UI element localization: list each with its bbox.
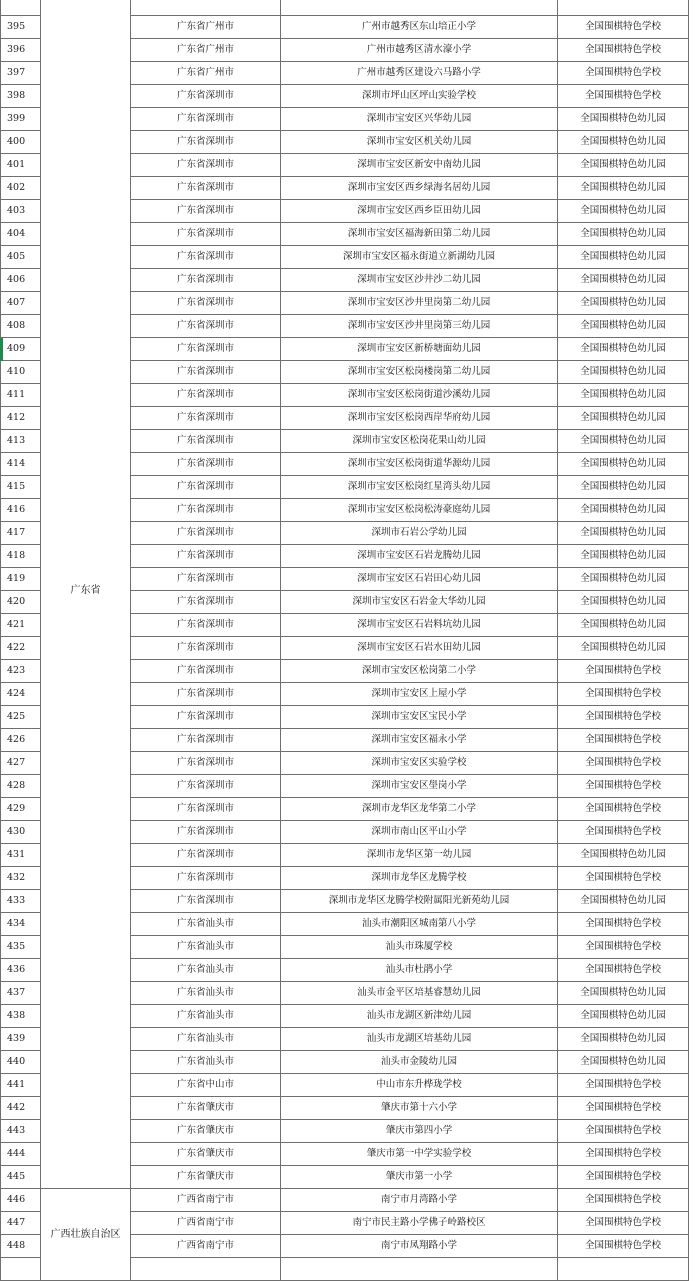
school-type-cell: 全国围棋特色幼儿园 — [558, 844, 689, 867]
school-name-cell: 深圳市宝安区新安中南幼儿园 — [281, 154, 558, 177]
school-type-cell: 全国围棋特色学校 — [558, 1143, 689, 1166]
row-index-cell: 409 — [1, 338, 41, 361]
row-index-cell: 395 — [1, 16, 41, 39]
city-cell: 广东省肇庆市 — [131, 1120, 281, 1143]
city-cell: 广东省深圳市 — [131, 338, 281, 361]
city-cell: 广东省肇庆市 — [131, 1166, 281, 1189]
row-index-cell: 419 — [1, 568, 41, 591]
table-row — [1, 0, 689, 16]
school-type-cell: 全国围棋特色幼儿园 — [558, 131, 689, 154]
school-name-cell: 汕头市金平区培基睿慧幼儿园 — [281, 982, 558, 1005]
city-cell: 广东省深圳市 — [131, 775, 281, 798]
school-name-cell: 汕头市金陵幼儿园 — [281, 1051, 558, 1074]
city-cell: 广东省深圳市 — [131, 637, 281, 660]
school-name-cell: 深圳市宝安区福海新田第二幼儿园 — [281, 223, 558, 246]
school-type-cell: 全国围棋特色幼儿园 — [558, 361, 689, 384]
school-name-cell: 南宁市月湾路小学 — [281, 1189, 558, 1212]
school-type-cell: 全国围棋特色幼儿园 — [558, 338, 689, 361]
school-name-cell: 深圳市南山区平山小学 — [281, 821, 558, 844]
school-name-cell: 深圳市宝安区石岩龙腾幼儿园 — [281, 545, 558, 568]
school-name-cell: 深圳市宝安区松岗红星湾头幼儿园 — [281, 476, 558, 499]
row-index-cell: 400 — [1, 131, 41, 154]
city-cell: 广东省深圳市 — [131, 407, 281, 430]
row-index-cell: 438 — [1, 1005, 41, 1028]
school-name-cell: 汕头市杜鹃小学 — [281, 959, 558, 982]
school-name-cell: 深圳市龙华区龙华第二小学 — [281, 798, 558, 821]
school-name-cell: 深圳市宝安区松岗花果山幼儿园 — [281, 430, 558, 453]
school-type-cell: 全国围棋特色幼儿园 — [558, 269, 689, 292]
row-index-cell: 433 — [1, 890, 41, 913]
school-type-cell: 全国围棋特色学校 — [558, 683, 689, 706]
row-index-cell: 420 — [1, 591, 41, 614]
school-type-cell: 全国围棋特色幼儿园 — [558, 407, 689, 430]
row-index-cell: 412 — [1, 407, 41, 430]
row-index-cell: 447 — [1, 1212, 41, 1235]
city-cell: 广东省深圳市 — [131, 499, 281, 522]
city-cell: 广东省中山市 — [131, 1074, 281, 1097]
school-type-cell: 全国围棋特色学校 — [558, 752, 689, 775]
school-type-cell: 全国围棋特色幼儿园 — [558, 591, 689, 614]
city-cell: 广西省南宁市 — [131, 1212, 281, 1235]
school-type-cell: 全国围棋特色学校 — [558, 775, 689, 798]
school-name-cell: 深圳市宝安区西乡绿海名居幼儿园 — [281, 177, 558, 200]
row-index-cell: 405 — [1, 246, 41, 269]
school-type-cell: 全国围棋特色学校 — [558, 959, 689, 982]
city-cell: 广东省汕头市 — [131, 1005, 281, 1028]
school-type-cell: 全国围棋特色学校 — [558, 913, 689, 936]
city-cell: 广东省深圳市 — [131, 545, 281, 568]
row-index-cell: 448 — [1, 1235, 41, 1258]
row-index-cell: 442 — [1, 1097, 41, 1120]
school-type-cell — [558, 1258, 689, 1281]
school-type-cell: 全国围棋特色幼儿园 — [558, 982, 689, 1005]
city-cell: 广东省深圳市 — [131, 522, 281, 545]
row-index-cell: 440 — [1, 1051, 41, 1074]
school-type-cell: 全国围棋特色幼儿园 — [558, 614, 689, 637]
row-index-cell: 435 — [1, 936, 41, 959]
school-type-cell: 全国围棋特色学校 — [558, 1120, 689, 1143]
school-name-cell: 深圳市宝安区石岩金大华幼儿园 — [281, 591, 558, 614]
row-index-cell: 399 — [1, 108, 41, 131]
school-type-cell: 全国围棋特色学校 — [558, 62, 689, 85]
city-cell: 广东省深圳市 — [131, 108, 281, 131]
row-index-cell: 408 — [1, 315, 41, 338]
row-index-cell: 407 — [1, 292, 41, 315]
school-name-cell: 深圳市宝安区壆岗小学 — [281, 775, 558, 798]
table-row — [1, 1189, 689, 1212]
row-selection-marker — [0, 338, 3, 361]
city-cell: 广东省深圳市 — [131, 867, 281, 890]
city-cell: 广东省汕头市 — [131, 1028, 281, 1051]
school-type-cell: 全国围棋特色幼儿园 — [558, 246, 689, 269]
city-cell: 广东省深圳市 — [131, 614, 281, 637]
school-name-cell: 汕头市龙湖区新津幼儿园 — [281, 1005, 558, 1028]
row-index-cell: 441 — [1, 1074, 41, 1097]
city-cell: 广东省深圳市 — [131, 131, 281, 154]
row-index-cell: 436 — [1, 959, 41, 982]
school-name-cell — [281, 0, 558, 16]
school-type-cell: 全国围棋特色幼儿园 — [558, 1005, 689, 1028]
school-name-cell: 深圳市宝安区石岩水田幼儿园 — [281, 637, 558, 660]
school-type-cell: 全国围棋特色学校 — [558, 1235, 689, 1258]
school-type-cell: 全国围棋特色幼儿园 — [558, 568, 689, 591]
city-cell: 广东省深圳市 — [131, 269, 281, 292]
school-name-cell: 汕头市潮阳区城南第八小学 — [281, 913, 558, 936]
school-name-cell: 广州市越秀区建设六马路小学 — [281, 62, 558, 85]
school-type-cell: 全国围棋特色学校 — [558, 867, 689, 890]
school-name-cell: 肇庆市第四小学 — [281, 1120, 558, 1143]
city-cell: 广东省深圳市 — [131, 384, 281, 407]
school-type-cell: 全国围棋特色学校 — [558, 798, 689, 821]
school-name-cell: 深圳市宝安区西乡臣田幼儿园 — [281, 200, 558, 223]
city-cell: 广东省深圳市 — [131, 890, 281, 913]
school-name-cell: 肇庆市第一小学 — [281, 1166, 558, 1189]
school-name-cell: 汕头市珠厦学校 — [281, 936, 558, 959]
school-type-cell: 全国围棋特色幼儿园 — [558, 890, 689, 913]
row-index-cell: 428 — [1, 775, 41, 798]
school-type-cell: 全国围棋特色幼儿园 — [558, 200, 689, 223]
school-name-cell: 南宁市凤翔路小学 — [281, 1235, 558, 1258]
school-type-cell: 全国围棋特色学校 — [558, 936, 689, 959]
school-name-cell: 深圳市宝安区松岗街道沙溪幼儿园 — [281, 384, 558, 407]
school-type-cell: 全国围棋特色学校 — [558, 1212, 689, 1235]
row-index-cell: 446 — [1, 1189, 41, 1212]
city-cell: 广东省肇庆市 — [131, 1143, 281, 1166]
row-index-cell: 439 — [1, 1028, 41, 1051]
school-type-cell: 全国围棋特色幼儿园 — [558, 522, 689, 545]
city-cell: 广东省深圳市 — [131, 177, 281, 200]
row-index-cell: 434 — [1, 913, 41, 936]
row-index-cell: 402 — [1, 177, 41, 200]
row-index-cell: 430 — [1, 821, 41, 844]
city-cell: 广东省广州市 — [131, 62, 281, 85]
row-index-cell: 429 — [1, 798, 41, 821]
school-type-cell: 全国围棋特色幼儿园 — [558, 1051, 689, 1074]
city-cell: 广东省深圳市 — [131, 729, 281, 752]
school-type-cell: 全国围棋特色幼儿园 — [558, 223, 689, 246]
row-index-cell: 396 — [1, 39, 41, 62]
row-index-cell: 413 — [1, 430, 41, 453]
row-index-cell: 415 — [1, 476, 41, 499]
school-type-cell — [558, 0, 689, 16]
city-cell: 广东省深圳市 — [131, 476, 281, 499]
row-index-cell: 431 — [1, 844, 41, 867]
city-cell: 广东省深圳市 — [131, 453, 281, 476]
city-cell: 广东省深圳市 — [131, 223, 281, 246]
school-type-cell: 全国围棋特色学校 — [558, 1074, 689, 1097]
school-name-cell: 深圳市宝安区福永街道立新湖幼儿园 — [281, 246, 558, 269]
school-name-cell: 深圳市坪山区坪山实验学校 — [281, 85, 558, 108]
city-cell: 广东省深圳市 — [131, 200, 281, 223]
city-cell: 广东省深圳市 — [131, 798, 281, 821]
school-name-cell: 南宁市民主路小学佛子岭路校区 — [281, 1212, 558, 1235]
school-type-cell: 全国围棋特色幼儿园 — [558, 1028, 689, 1051]
row-index-cell — [1, 1258, 41, 1281]
school-name-cell: 深圳市宝安区松岗楼岗第二幼儿园 — [281, 361, 558, 384]
city-cell: 广东省广州市 — [131, 39, 281, 62]
school-type-cell: 全国围棋特色幼儿园 — [558, 384, 689, 407]
school-name-cell: 深圳市宝安区沙井里岗第二幼儿园 — [281, 292, 558, 315]
school-name-cell: 深圳市龙华区第一幼儿园 — [281, 844, 558, 867]
school-name-cell: 深圳市宝安区松岗西岸华府幼儿园 — [281, 407, 558, 430]
school-type-cell: 全国围棋特色幼儿园 — [558, 430, 689, 453]
city-cell: 广东省深圳市 — [131, 315, 281, 338]
school-type-cell: 全国围棋特色幼儿园 — [558, 315, 689, 338]
row-index-cell: 411 — [1, 384, 41, 407]
school-type-cell: 全国围棋特色幼儿园 — [558, 545, 689, 568]
school-type-cell: 全国围棋特色幼儿园 — [558, 177, 689, 200]
school-name-cell: 深圳市宝安区机关幼儿园 — [281, 131, 558, 154]
school-type-cell: 全国围棋特色学校 — [558, 85, 689, 108]
row-index-cell: 414 — [1, 453, 41, 476]
city-cell — [131, 0, 281, 16]
row-index-cell: 403 — [1, 200, 41, 223]
city-cell: 广东省深圳市 — [131, 361, 281, 384]
school-name-cell: 深圳市宝安区新桥塘面幼儿园 — [281, 338, 558, 361]
row-index-cell: 426 — [1, 729, 41, 752]
city-cell: 广东省深圳市 — [131, 591, 281, 614]
school-name-cell: 深圳市龙华区龙腾学校附属阳光新苑幼儿园 — [281, 890, 558, 913]
school-name-cell: 深圳市宝安区石岩料坑幼儿园 — [281, 614, 558, 637]
school-type-cell: 全国围棋特色学校 — [558, 1166, 689, 1189]
row-index-cell: 427 — [1, 752, 41, 775]
row-index-cell: 437 — [1, 982, 41, 1005]
city-cell: 广东省深圳市 — [131, 154, 281, 177]
school-type-cell: 全国围棋特色学校 — [558, 821, 689, 844]
city-cell: 广东省汕头市 — [131, 1051, 281, 1074]
school-name-cell: 肇庆市第一中学实验学校 — [281, 1143, 558, 1166]
school-name-cell: 深圳市宝安区上屋小学 — [281, 683, 558, 706]
province-cell: 广西壮族自治区 — [41, 1189, 131, 1281]
city-cell: 广西省南宁市 — [131, 1235, 281, 1258]
city-cell: 广东省汕头市 — [131, 936, 281, 959]
row-index-cell — [1, 0, 41, 16]
school-name-cell: 深圳市宝安区松岗街道华源幼儿园 — [281, 453, 558, 476]
row-index-cell: 422 — [1, 637, 41, 660]
city-cell: 广东省深圳市 — [131, 292, 281, 315]
row-index-cell: 404 — [1, 223, 41, 246]
school-name-cell: 深圳市石岩公学幼儿园 — [281, 522, 558, 545]
school-name-cell: 广州市越秀区东山培正小学 — [281, 16, 558, 39]
school-name-cell: 深圳市宝安区实验学校 — [281, 752, 558, 775]
school-type-cell: 全国围棋特色幼儿园 — [558, 154, 689, 177]
school-type-cell: 全国围棋特色学校 — [558, 16, 689, 39]
row-index-cell: 406 — [1, 269, 41, 292]
school-type-cell: 全国围棋特色学校 — [558, 660, 689, 683]
school-name-cell: 汕头市龙湖区培基幼儿园 — [281, 1028, 558, 1051]
city-cell: 广东省深圳市 — [131, 706, 281, 729]
row-index-cell: 445 — [1, 1166, 41, 1189]
school-name-cell: 深圳市宝安区松岗第二小学 — [281, 660, 558, 683]
school-type-cell: 全国围棋特色学校 — [558, 729, 689, 752]
school-type-cell: 全国围棋特色学校 — [558, 1097, 689, 1120]
row-index-cell: 432 — [1, 867, 41, 890]
city-cell: 广东省深圳市 — [131, 660, 281, 683]
row-index-cell: 401 — [1, 154, 41, 177]
school-name-cell: 肇庆市第十六小学 — [281, 1097, 558, 1120]
school-table-body — [1, 0, 689, 1281]
city-cell: 广东省汕头市 — [131, 959, 281, 982]
school-type-cell: 全国围棋特色幼儿园 — [558, 499, 689, 522]
city-cell: 广东省汕头市 — [131, 913, 281, 936]
row-index-cell: 425 — [1, 706, 41, 729]
school-name-cell: 深圳市龙华区龙腾学校 — [281, 867, 558, 890]
row-index-cell: 421 — [1, 614, 41, 637]
city-cell: 广东省深圳市 — [131, 844, 281, 867]
school-type-cell: 全国围棋特色幼儿园 — [558, 637, 689, 660]
city-cell: 广东省深圳市 — [131, 85, 281, 108]
school-name-cell: 广州市越秀区清水濠小学 — [281, 39, 558, 62]
row-index-cell: 417 — [1, 522, 41, 545]
school-name-cell: 深圳市宝安区福永小学 — [281, 729, 558, 752]
city-cell: 广东省深圳市 — [131, 246, 281, 269]
row-index-cell: 410 — [1, 361, 41, 384]
city-cell: 广东省汕头市 — [131, 982, 281, 1005]
row-index-cell: 397 — [1, 62, 41, 85]
school-type-cell: 全国围棋特色幼儿园 — [558, 292, 689, 315]
row-index-cell: 443 — [1, 1120, 41, 1143]
city-cell: 广东省深圳市 — [131, 683, 281, 706]
school-type-cell: 全国围棋特色幼儿园 — [558, 476, 689, 499]
city-cell: 广东省深圳市 — [131, 752, 281, 775]
city-cell: 广东省深圳市 — [131, 821, 281, 844]
row-index-cell: 418 — [1, 545, 41, 568]
city-cell: 广西省南宁市 — [131, 1189, 281, 1212]
school-name-cell: 深圳市宝安区石岩田心幼儿园 — [281, 568, 558, 591]
row-index-cell: 423 — [1, 660, 41, 683]
row-index-cell: 416 — [1, 499, 41, 522]
school-type-cell: 全国围棋特色幼儿园 — [558, 453, 689, 476]
school-type-cell: 全国围棋特色学校 — [558, 1189, 689, 1212]
school-name-cell: 深圳市宝安区兴华幼儿园 — [281, 108, 558, 131]
city-cell: 广东省肇庆市 — [131, 1097, 281, 1120]
row-index-cell: 444 — [1, 1143, 41, 1166]
school-name-cell: 深圳市宝安区松岗松涛豪庭幼儿园 — [281, 499, 558, 522]
school-name-cell: 中山市东升桦珑学校 — [281, 1074, 558, 1097]
row-index-cell: 424 — [1, 683, 41, 706]
city-cell: 广东省深圳市 — [131, 430, 281, 453]
city-cell — [131, 1258, 281, 1281]
city-cell: 广东省深圳市 — [131, 568, 281, 591]
school-type-cell: 全国围棋特色学校 — [558, 39, 689, 62]
school-name-cell — [281, 1258, 558, 1281]
school-type-cell: 全国围棋特色学校 — [558, 706, 689, 729]
school-name-cell: 深圳市宝安区宝民小学 — [281, 706, 558, 729]
school-name-cell: 深圳市宝安区沙井里岗第三幼儿园 — [281, 315, 558, 338]
province-cell: 广东省 — [41, 0, 131, 1189]
row-index-cell: 398 — [1, 85, 41, 108]
school-type-cell: 全国围棋特色幼儿园 — [558, 108, 689, 131]
school-name-cell: 深圳市宝安区沙井沙二幼儿园 — [281, 269, 558, 292]
city-cell: 广东省广州市 — [131, 16, 281, 39]
